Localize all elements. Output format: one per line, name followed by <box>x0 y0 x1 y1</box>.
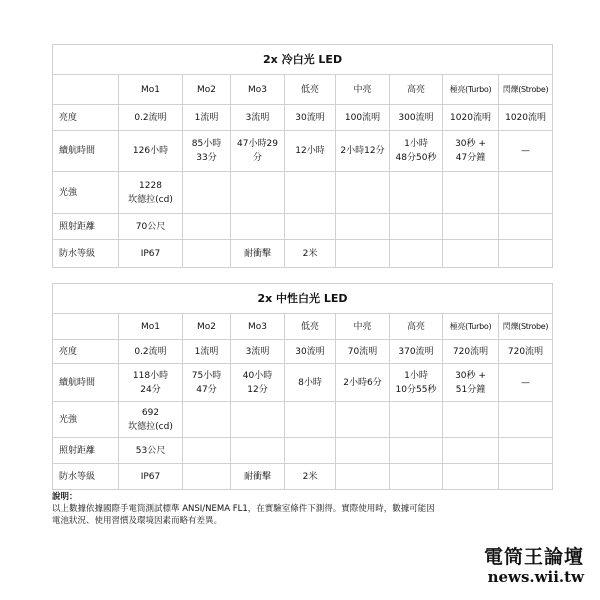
spec-value: 1020流明 <box>505 112 546 123</box>
spec-cell <box>285 340 336 364</box>
mode-header: 極亮(Turbo) <box>443 75 499 105</box>
footnote <box>52 491 552 527</box>
spec-cell <box>443 172 499 214</box>
spec-cell <box>285 364 336 402</box>
mode-header: Mo2 <box>183 314 231 340</box>
spec-cell <box>336 172 390 214</box>
spec-row <box>53 172 553 214</box>
mode-header: 閃爍(Strobe) <box>499 314 553 340</box>
spec-value: 126小時 <box>132 146 169 156</box>
spec-cell <box>336 105 390 131</box>
spec-cell <box>285 214 336 240</box>
spec-cell <box>336 131 390 172</box>
spec-cell <box>499 172 553 214</box>
spec-cell <box>183 464 231 490</box>
spec-value: 720流明 <box>452 346 489 357</box>
spec-cell <box>443 402 499 438</box>
spec-value: 2小時6分 <box>343 377 382 388</box>
spec-cell <box>285 240 336 268</box>
spec-table-cool-white <box>52 44 553 268</box>
spec-cell <box>443 214 499 240</box>
mode-header: Mo1 <box>119 75 183 105</box>
spec-cell <box>499 240 553 268</box>
mode-header: Mo2 <box>183 75 231 105</box>
spec-cell <box>183 438 231 464</box>
spec-row <box>53 131 553 172</box>
spec-cell <box>119 464 183 490</box>
row-label: 防水等級 <box>53 240 119 268</box>
spec-cell <box>285 464 336 490</box>
mode-header: 低亮 <box>285 314 336 340</box>
spec-value: 12分 <box>247 384 268 395</box>
spec-cell <box>443 364 499 402</box>
table-title: 2x 冷白光 LED <box>53 45 553 75</box>
mode-header: 高亮 <box>390 75 443 105</box>
spec-cell <box>443 105 499 131</box>
spec-value: 24分 <box>140 384 161 395</box>
spec-value: 118小時 <box>132 370 169 381</box>
spec-cell <box>443 131 499 172</box>
spec-value: 1228 <box>139 180 162 191</box>
spec-cell <box>119 340 183 364</box>
spec-row <box>53 105 553 131</box>
spec-value: 300流明 <box>398 112 434 123</box>
spec-value: 0.2流明 <box>134 346 167 357</box>
row-label: 光強 <box>53 172 119 214</box>
spec-cell <box>231 464 285 490</box>
spec-value: 100流明 <box>344 112 381 123</box>
spec-row <box>53 240 553 268</box>
spec-cell <box>390 464 443 490</box>
spec-cell <box>285 105 336 131</box>
spec-row <box>53 402 553 438</box>
footnote-line: 電池狀況、使用習慣及環境因素而略有差異。 <box>52 516 223 526</box>
spec-cell <box>119 214 183 240</box>
row-label: 照射距離 <box>53 438 119 464</box>
spec-value: 1流明 <box>194 346 219 357</box>
spec-value: 48分50秒 <box>395 153 437 163</box>
mode-header: 高亮 <box>390 314 443 340</box>
spec-cell <box>119 402 183 438</box>
spec-value: 1020流明 <box>450 112 491 123</box>
spec-cell <box>119 364 183 402</box>
spec-cell <box>336 214 390 240</box>
spec-cell <box>499 402 553 438</box>
spec-cell <box>390 214 443 240</box>
spec-value: — <box>521 377 530 388</box>
footnote-line: 以上數據依據國際手電筒測試標準 ANSI/NEMA FL1，在實驗室條件下測得。實際使用時，數據可能因 <box>52 504 435 514</box>
spec-cell <box>183 172 231 214</box>
row-label: 亮度 <box>53 105 119 131</box>
spec-cell <box>231 172 285 214</box>
spec-cell <box>390 438 443 464</box>
spec-value: 1小時 <box>404 370 428 381</box>
spec-cell <box>443 340 499 364</box>
mode-header-row <box>53 314 553 340</box>
spec-cell <box>443 240 499 268</box>
spec-cell <box>499 438 553 464</box>
spec-value: 30秒 + <box>455 139 486 149</box>
spec-cell <box>285 172 336 214</box>
spec-value: 70公尺 <box>135 221 166 232</box>
spec-row <box>53 464 553 490</box>
spec-cell <box>231 105 285 131</box>
spec-value: 53公尺 <box>135 445 166 456</box>
row-label: 續航時間 <box>53 131 119 172</box>
spec-cell <box>183 364 231 402</box>
spec-cell <box>390 131 443 172</box>
mode-header: 中亮 <box>336 75 390 105</box>
spec-value: IP67 <box>140 471 161 482</box>
spec-value: 70流明 <box>347 346 378 357</box>
spec-value: 75小時 <box>191 370 222 381</box>
mode-header: 閃爍(Strobe) <box>499 75 553 105</box>
spec-value: 坎德拉(cd) <box>128 421 173 432</box>
mode-header-row <box>53 75 553 105</box>
table-title: 2x 中性白光 LED <box>53 284 553 314</box>
header-corner-cell <box>53 75 119 105</box>
spec-cell <box>119 240 183 268</box>
spec-cell <box>390 340 443 364</box>
mode-header: 中亮 <box>336 314 390 340</box>
spec-value: 3流明 <box>245 346 270 357</box>
title-row <box>53 284 553 314</box>
spec-cell <box>231 131 285 172</box>
row-label: 防水等級 <box>53 464 119 490</box>
spec-cell <box>119 172 183 214</box>
spec-row <box>53 340 553 364</box>
spec-cell <box>499 464 553 490</box>
spec-value: 692 <box>141 407 160 418</box>
spec-cell <box>119 438 183 464</box>
spec-cell <box>231 402 285 438</box>
spec-cell <box>499 214 553 240</box>
spec-cell <box>443 438 499 464</box>
spec-cell <box>231 364 285 402</box>
spec-cell <box>285 402 336 438</box>
spec-cell <box>183 131 231 172</box>
row-label: 亮度 <box>53 340 119 364</box>
spec-cell <box>183 240 231 268</box>
spec-cell <box>443 464 499 490</box>
spec-cell <box>183 214 231 240</box>
spec-cell <box>336 402 390 438</box>
spec-cell <box>231 214 285 240</box>
spec-cell <box>499 131 553 172</box>
spec-cell <box>336 464 390 490</box>
mode-header: 低亮 <box>285 75 336 105</box>
spec-value: 3流明 <box>245 112 270 123</box>
spec-value: 坎德拉(cd) <box>128 194 173 205</box>
spec-value: 10分55秒 <box>395 384 437 395</box>
spec-value: 8小時 <box>298 377 322 388</box>
row-label: 光強 <box>53 402 119 438</box>
spec-value: 85小時 <box>191 139 222 149</box>
spec-row <box>53 364 553 402</box>
spec-value: 2小時12分 <box>340 146 385 156</box>
mode-header: Mo3 <box>231 75 285 105</box>
spec-value: 1小時 <box>404 139 428 149</box>
spec-cell <box>390 105 443 131</box>
spec-cell <box>231 438 285 464</box>
watermark-url: news.wii.tw <box>487 568 584 586</box>
watermark-forum-name: 電筒王論壇 <box>483 546 584 568</box>
spec-value: 47小時29分 <box>237 139 278 163</box>
spec-value: 2米 <box>302 471 318 482</box>
row-label: 照射距離 <box>53 214 119 240</box>
spec-value: 2米 <box>302 248 318 259</box>
spec-value: IP67 <box>140 248 161 259</box>
spec-cell <box>336 364 390 402</box>
spec-cell <box>336 438 390 464</box>
spec-value: 33分 <box>196 153 217 163</box>
spec-value: 0.2流明 <box>134 112 167 123</box>
spec-cell <box>499 364 553 402</box>
spec-cell <box>231 240 285 268</box>
spec-cell <box>390 364 443 402</box>
spec-cell <box>183 105 231 131</box>
spec-value: 30秒 + <box>455 370 486 381</box>
spec-cell <box>285 131 336 172</box>
mode-header: Mo3 <box>231 314 285 340</box>
row-label: 續航時間 <box>53 364 119 402</box>
spec-value: 1流明 <box>194 112 219 123</box>
spec-cell <box>183 340 231 364</box>
spec-value: 30流明 <box>295 346 325 357</box>
spec-cell <box>499 340 553 364</box>
spec-cell <box>336 340 390 364</box>
spec-row <box>53 438 553 464</box>
spec-cell <box>119 105 183 131</box>
spec-value: 耐衝擊 <box>243 248 271 259</box>
spec-cell <box>183 402 231 438</box>
spec-cell <box>336 240 390 268</box>
mode-header: 極亮(Turbo) <box>443 314 499 340</box>
spec-cell <box>499 105 553 131</box>
spec-value: — <box>521 146 531 156</box>
mode-header: Mo1 <box>119 314 183 340</box>
spec-cell <box>119 131 183 172</box>
spec-value: 370流明 <box>398 346 434 357</box>
spec-cell <box>390 172 443 214</box>
spec-value: 30流明 <box>295 112 325 123</box>
spec-value: 51分鐘 <box>455 384 486 395</box>
spec-value: 耐衝擊 <box>243 471 271 482</box>
spec-cell <box>390 240 443 268</box>
spec-row <box>53 214 553 240</box>
spec-value: 720流明 <box>507 346 544 357</box>
spec-cell <box>390 402 443 438</box>
spec-cell <box>231 340 285 364</box>
spec-value: 40小時 <box>242 370 273 381</box>
spec-value: 47分 <box>196 384 217 395</box>
title-row <box>53 45 553 75</box>
spec-cell <box>285 438 336 464</box>
header-corner-cell <box>53 314 119 340</box>
spec-value: 12小時 <box>295 146 325 156</box>
footnote-heading: 說明： <box>52 492 78 502</box>
spec-value: 47分鐘 <box>455 153 486 163</box>
spec-table-neutral-white <box>52 283 553 490</box>
